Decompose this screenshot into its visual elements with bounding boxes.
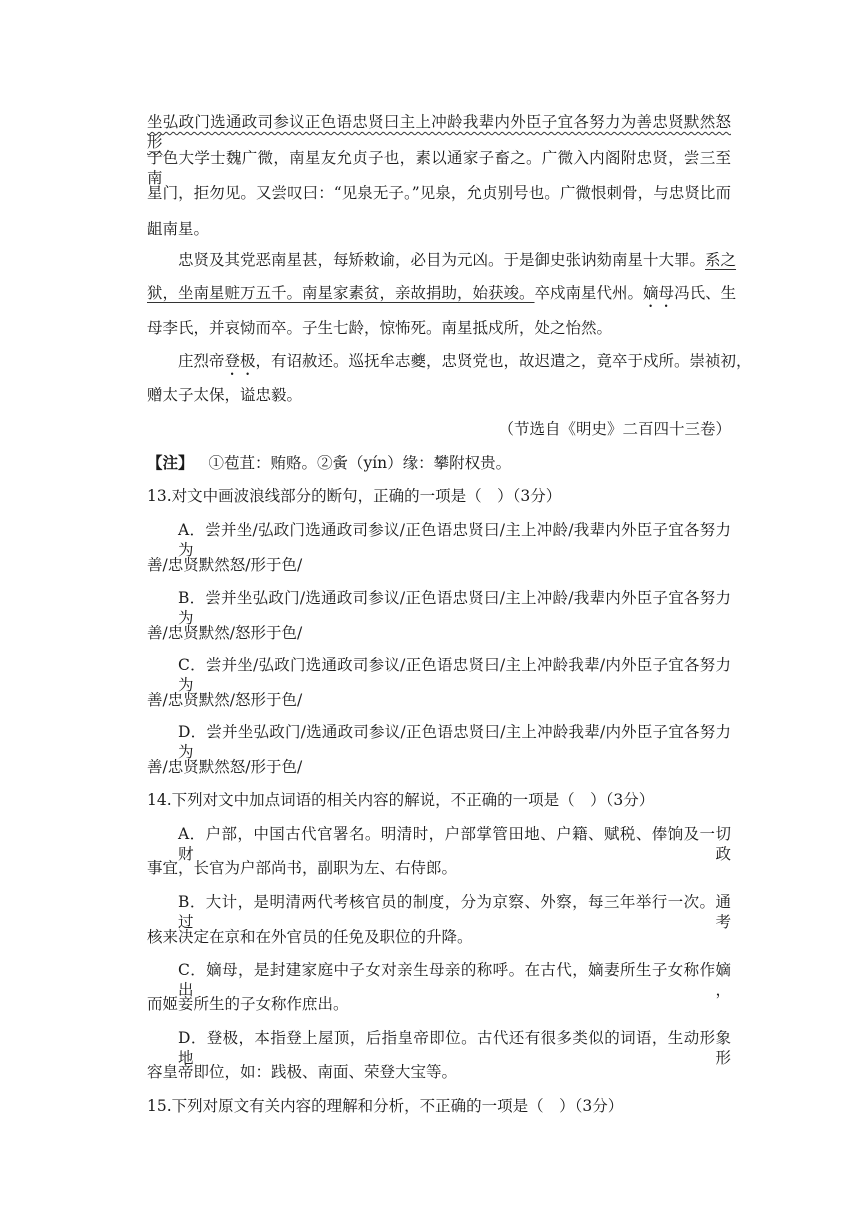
question-13-stem: 13.对文中画波浪线部分的断句，正确的一项是（ ）（3分） [147, 487, 562, 505]
option-line: D．登极，本指登上屋顶，后指皇帝即位。古代还有很多类似的词语，生动形象地形 [178, 1029, 731, 1067]
passage-line: 赠太子太保，谥忠毅。 [147, 386, 303, 404]
passage-text: 冯氏、生 [674, 284, 737, 302]
dotted-term: 母 [658, 284, 675, 302]
passage-line [147, 283, 737, 311]
option-line: 善/忠贤默然/怒形于色/ [147, 691, 303, 709]
passage-text: 庄烈帝 [178, 352, 225, 370]
option-line: B．尝并坐弘政门/选通政司参议/正色语忠贤曰/主上冲龄/我辈内外臣子宜各努力为 [178, 589, 731, 627]
underlined-sentence: 狱，坐南星赃万五千。南星家素贫，亲故捐助，始获竣。 [147, 284, 535, 302]
dotted-term: 登 [224, 352, 241, 370]
option-line: 而姬妾所生的子女称作庶出。 [147, 995, 349, 1013]
option-line: D．尝并坐弘政门/选通政司参议/正色语忠贤曰/主上冲龄我辈/内外臣子宜各努力为 [178, 723, 731, 761]
option-line: B．大计，是明清两代考核官员的制度，分为京察、外察，每三年举行一次。通过考 [178, 893, 731, 931]
passage-line: 星门，拒勿见。又尝叹曰：“见泉无子。”见泉，允贞别号也。广微恨刺骨，与忠贤比而 [147, 184, 731, 202]
note-tag: 【注】 [147, 453, 194, 472]
passage-text: 忠贤及其党恶南星甚，每矫敕谕，必目为元凶。于是御史张讷劾南星十大罪。 [178, 251, 706, 269]
option-line: A．户部，中国古代官署名。明清时，户部掌管田地、户籍、赋税、俸饷及一切财政 [178, 825, 731, 863]
passage-text: ，有诏赦还。巡抚牟志夔，忠贤党也，故迟遣之，竟卒于戍所。崇祯初， [255, 352, 752, 370]
note-text: ①苞苴：贿赂。②夤（yín）缘：攀附权贵。 [208, 454, 512, 472]
underlined-sentence: 系之 [705, 251, 737, 269]
footnote [147, 453, 511, 473]
passage-line: 母李氏，并哀恸而卒。子生七龄，惊怖死。南星抵戍所，处之怡然。 [147, 319, 613, 337]
option-line: 善/忠贤默然怒/形于色/ [147, 758, 303, 776]
option-line: 容皇帝即位，如：践极、南面、荣登大宝等。 [147, 1063, 458, 1081]
dotted-term: 嫡 [643, 284, 659, 302]
passage-line [178, 250, 737, 270]
passage-line: 于色大学士魏广微，南星友允贞子也，素以通家子畜之。广微入内阁附忠贤，尝三至南 [147, 149, 731, 187]
question-14-stem: 14.下列对文中加点词语的相关内容的解说，不正确的一项是（ ）（3分） [147, 791, 655, 809]
passage-wavy-line: 坐弘政门选通政司参议正色语忠贤曰主上冲龄我辈内外臣子宜各努力为善忠贤默然怒形 [147, 113, 731, 151]
option-line: 善/忠贤默然怒/形于色/ [147, 556, 303, 574]
question-15-stem: 15.下列对原文有关内容的理解和分析，不正确的一项是（ ）（3分） [147, 1097, 624, 1115]
passage-line [178, 351, 752, 379]
dotted-term: 极 [240, 352, 256, 370]
option-line: C．嫡母，是封建家庭中子女对亲生母亲的称呼。在古代，嫡妻所生子女称作嫡出， [178, 961, 731, 999]
option-line: 核来决定在京和在外官员的任免及职位的升降。 [147, 928, 473, 946]
option-line: 善/忠贤默然/怒形于色/ [147, 624, 303, 642]
passage-line: 龃南星。 [147, 220, 210, 238]
passage-text: 卒戍南星代州。 [534, 284, 644, 302]
option-line: C．尝并坐/弘政门选通政司参议/正色语忠贤曰/主上冲龄我辈/内外臣子宜各努力为 [178, 656, 731, 694]
option-line: 事宜，长官为户部尚书，副职为左、右侍郎。 [147, 859, 458, 877]
source-citation: （节选自《明史》二百四十三卷） [498, 420, 731, 438]
option-line: A．尝并坐/弘政门选通政司参议/正色语忠贤曰/主上冲龄/我辈内外臣子宜各努力为 [178, 521, 731, 559]
